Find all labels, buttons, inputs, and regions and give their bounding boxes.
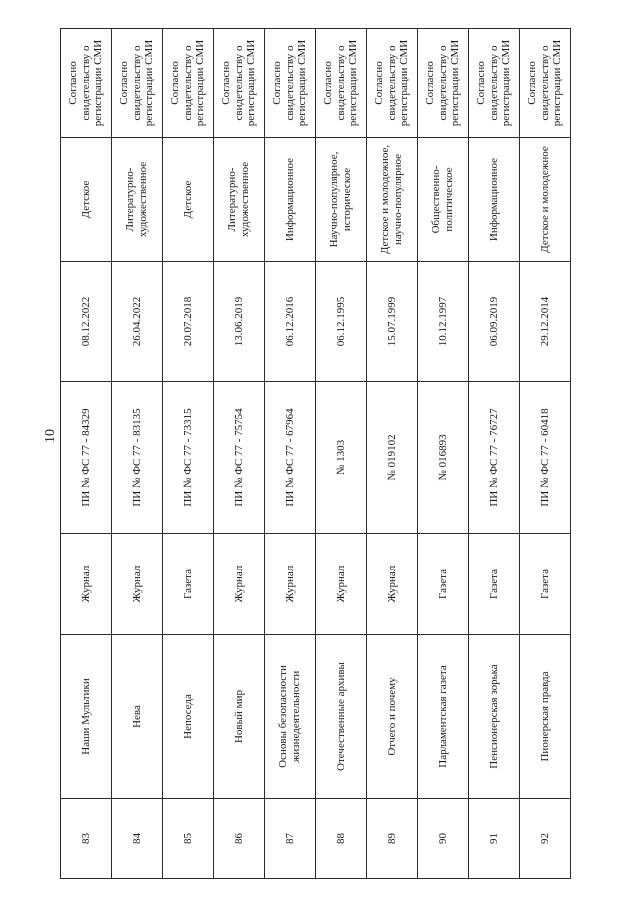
registration-date: 15.07.1999 — [367, 262, 418, 382]
table-row — [367, 29, 418, 879]
registration-number: № 1303 — [316, 382, 367, 534]
media-subject: Общественно-политическое — [418, 138, 469, 262]
media-title: Пенсионерская зорька — [469, 635, 520, 799]
basis-note: Согласно свидетельству о регистрации СМИ — [61, 29, 112, 138]
media-form: Журнал — [61, 534, 112, 635]
table-row — [520, 29, 571, 879]
basis-note: Согласно свидетельству о регистрации СМИ — [265, 29, 316, 138]
media-subject: Информационное — [469, 138, 520, 262]
registration-date: 20.07.2018 — [163, 262, 214, 382]
basis-note: Согласно свидетельству о регистрации СМИ — [418, 29, 469, 138]
media-title: Отчего и почему — [367, 635, 418, 799]
registration-date: 06.12.2016 — [265, 262, 316, 382]
media-form: Газета — [520, 534, 571, 635]
registration-date: 26.04.2022 — [112, 262, 163, 382]
media-title: Парламентская газета — [418, 635, 469, 799]
basis-note: Согласно свидетельству о регистрации СМИ — [163, 29, 214, 138]
basis-note: Согласно свидетельству о регистрации СМИ — [520, 29, 571, 138]
registration-date: 29.12.2014 — [520, 262, 571, 382]
media-subject: Литературно-художественное — [112, 138, 163, 262]
registration-number: ПИ № ФС 77 - 75754 — [214, 382, 265, 534]
registration-number: ПИ № ФС 77 - 76727 — [469, 382, 520, 534]
table-row — [418, 29, 469, 879]
table-row — [61, 29, 112, 879]
media-form: Журнал — [367, 534, 418, 635]
registration-number: ПИ № ФС 77 - 60418 — [520, 382, 571, 534]
media-subject: Детское и молодежное — [520, 138, 571, 262]
registration-number: ПИ № ФС 77 - 67964 — [265, 382, 316, 534]
registration-date: 06.12.1995 — [316, 262, 367, 382]
basis-note: Согласно свидетельству о регистрации СМИ — [469, 29, 520, 138]
media-title: Нева — [112, 635, 163, 799]
registration-number: ПИ № ФС 77 - 84329 — [61, 382, 112, 534]
table-row — [316, 29, 367, 879]
registration-number: № 019102 — [367, 382, 418, 534]
table-row — [112, 29, 163, 879]
media-form: Газета — [469, 534, 520, 635]
media-form: Журнал — [214, 534, 265, 635]
media-title: Наши Мультики — [61, 635, 112, 799]
media-title: Основы безопасности жизнедеятельности — [265, 635, 316, 799]
media-subject: Детское и молодежное, научно-популярное — [367, 138, 418, 262]
media-title: Пионерская правда — [520, 635, 571, 799]
media-subject: Научно-популярное, историческое — [316, 138, 367, 262]
row-number: 85 — [163, 799, 214, 879]
media-title: Отечественные архивы — [316, 635, 367, 799]
registration-date: 06.09.2019 — [469, 262, 520, 382]
row-number: 89 — [367, 799, 418, 879]
media-form: Журнал — [265, 534, 316, 635]
row-number: 83 — [61, 799, 112, 879]
registration-number: № 016893 — [418, 382, 469, 534]
row-number: 88 — [316, 799, 367, 879]
table-row — [265, 29, 316, 879]
media-form: Газета — [418, 534, 469, 635]
media-registry-table — [60, 28, 571, 879]
registration-number: ПИ № ФС 77 - 83135 — [112, 382, 163, 534]
media-form: Газета — [163, 534, 214, 635]
media-subject: Литературно-художественное — [214, 138, 265, 262]
row-number: 84 — [112, 799, 163, 879]
table-row — [214, 29, 265, 879]
basis-note: Согласно свидетельству о регистрации СМИ — [367, 29, 418, 138]
row-number: 86 — [214, 799, 265, 879]
basis-note: Согласно свидетельству о регистрации СМИ — [112, 29, 163, 138]
row-number: 92 — [520, 799, 571, 879]
registration-date: 13.06.2019 — [214, 262, 265, 382]
basis-note: Согласно свидетельству о регистрации СМИ — [214, 29, 265, 138]
table-row — [469, 29, 520, 879]
media-subject: Детское — [163, 138, 214, 262]
basis-note: Согласно свидетельству о регистрации СМИ — [316, 29, 367, 138]
row-number: 87 — [265, 799, 316, 879]
registration-date: 08.12.2022 — [61, 262, 112, 382]
registration-number: ПИ № ФС 77 - 73315 — [163, 382, 214, 534]
media-title: Непоседа — [163, 635, 214, 799]
registration-date: 10.12.1997 — [418, 262, 469, 382]
row-number: 91 — [469, 799, 520, 879]
media-subject: Информационное — [265, 138, 316, 262]
table-row — [163, 29, 214, 879]
row-number: 90 — [418, 799, 469, 879]
media-form: Журнал — [112, 534, 163, 635]
media-form: Журнал — [316, 534, 367, 635]
table-container — [60, 29, 571, 879]
media-title: Новый мир — [214, 635, 265, 799]
page-number: 10 — [43, 429, 58, 443]
media-subject: Детское — [61, 138, 112, 262]
